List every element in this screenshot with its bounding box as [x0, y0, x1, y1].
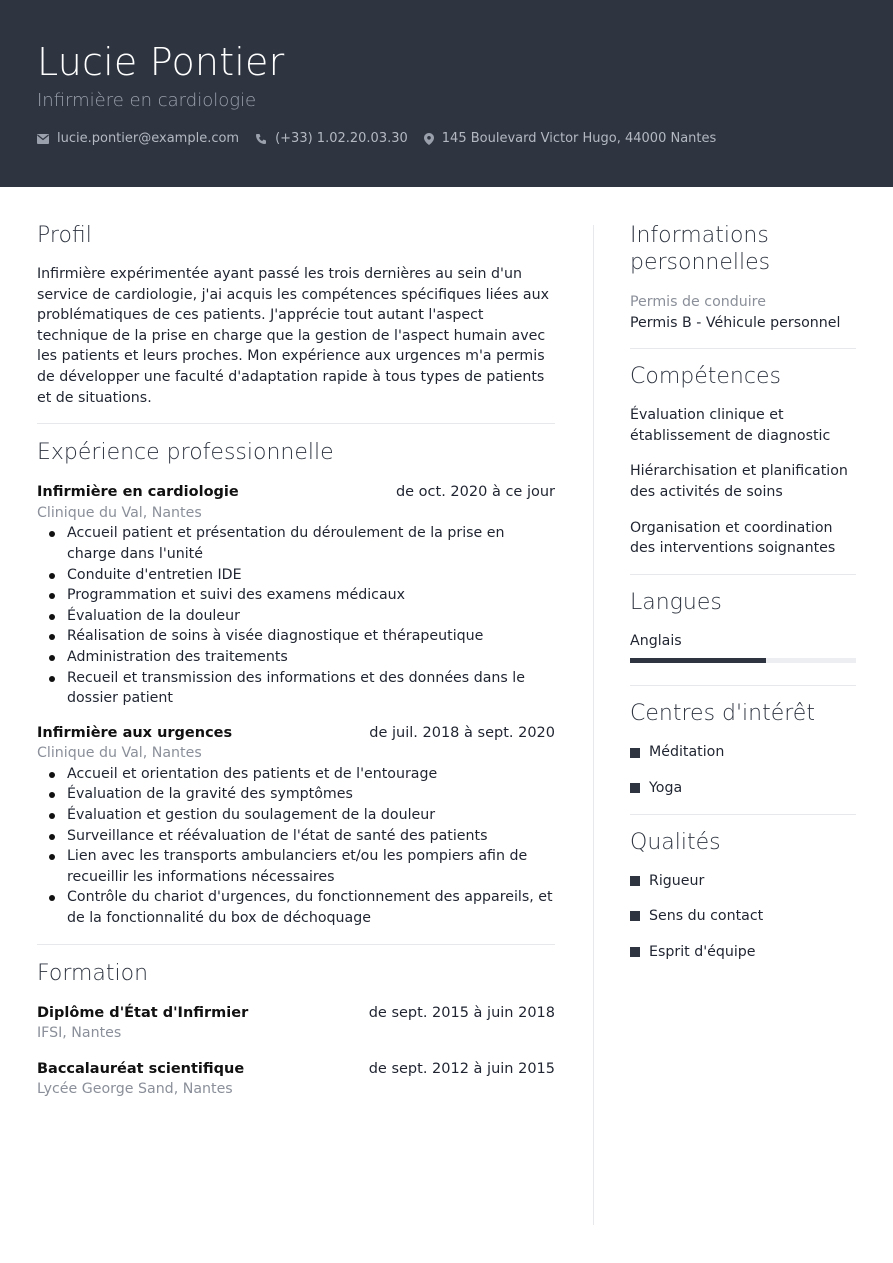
contact-bar [37, 131, 732, 146]
square-bullet-icon [630, 876, 640, 886]
school-name: IFSI, Nantes [37, 1025, 122, 1042]
skill-item: Hiérarchisation et planification des activités de soins [630, 463, 848, 500]
quality-label: Esprit d'équipe [649, 943, 756, 960]
section-divider [630, 814, 856, 815]
quality-item [630, 906, 856, 927]
personal-info-heading: Informations personnelles [630, 223, 771, 275]
job-dates: de oct. 2020 à ce jour [395, 484, 555, 501]
interest-label: Méditation [649, 744, 725, 761]
education-section [37, 960, 555, 1100]
main-column [37, 222, 555, 1100]
square-bullet-icon [630, 947, 640, 957]
profile-heading: Profil [37, 223, 92, 248]
license-label: Permis de conduire [630, 294, 766, 310]
languages-heading: Langues [630, 589, 722, 615]
degree-title: Baccalauréat scientifique [37, 1060, 245, 1077]
email-text: lucie.pontier@example.com [57, 131, 240, 146]
skill-item: Évaluation clinique et établissement de diagnostic [630, 407, 831, 444]
profile-text: Infirmière expérimentée ayant passé les trois dernières au sein d'un service de cardiologie, j'ai acquis les compétences spécifiques liées aux problématiques de ces patients. J'apprécie tout autant l'aspect technique de la prise en charge que la gestion de l'aspect humain avec les patients et leurs proches. Mon expérience aux urgences m'a permis de développer une faculté d'adaptation rapide à tous types de patients et de situations. [37, 266, 549, 406]
location-pin-icon [424, 133, 434, 145]
experience-heading: Expérience professionnelle [37, 440, 334, 466]
job-task: Administration des traitements [37, 647, 555, 668]
license-value: Permis B - Véhicule personnel [630, 314, 841, 331]
language-level-fill [630, 658, 766, 663]
degree-title: Diplôme d'État d'Infirmier [37, 1004, 249, 1021]
job-task: Réalisation de soins à visée diagnostique et thérapeutique [37, 626, 555, 647]
address-text: 145 Boulevard Victor Hugo, 44000 Nantes [441, 131, 717, 146]
section-divider [630, 685, 856, 686]
job-task: Contrôle du chariot d'urgences, du fonctionnement des appareils, et de la fonctionnalité du box de déchoquage [37, 887, 555, 928]
job-title: Infirmière aux urgences [37, 724, 233, 741]
degree-dates: de sept. 2015 à juin 2018 [368, 1004, 555, 1021]
interest-item [630, 778, 856, 799]
qualities-heading: Qualités [630, 829, 721, 855]
skills-section [630, 363, 856, 559]
skill-item: Organisation et coordination des interventions soignantes [630, 519, 836, 557]
job-task: Accueil patient et présentation du déroulement de la prise en charge dans l'unité [37, 523, 555, 564]
school-name: Lycée George Sand, Nantes [37, 1081, 233, 1098]
section-divider [630, 348, 856, 349]
skills-heading: Compétences [630, 364, 781, 390]
quality-item [630, 942, 856, 963]
header-banner [0, 0, 893, 187]
job-employer: Clinique du Val, Nantes [37, 745, 202, 762]
job-title: Infirmière en cardiologie [37, 484, 239, 501]
education-heading: Formation [37, 960, 149, 986]
job-task: Programmation et suivi des examens médicaux [37, 585, 555, 606]
profile-section [37, 222, 555, 408]
job-dates: de juil. 2018 à sept. 2020 [369, 724, 555, 741]
side-column [630, 222, 856, 962]
candidate-title: Infirmière en cardiologie [37, 90, 257, 111]
phone-text: (+33) 1.02.20.03.30 [275, 131, 408, 146]
education-entry [37, 1059, 555, 1100]
job-task: Recueil et transmission des informations et des données dans le dossier patient [37, 668, 555, 709]
candidate-name: Lucie Pontier [37, 40, 285, 84]
square-bullet-icon [630, 911, 640, 921]
column-divider [593, 225, 594, 1225]
interests-section [630, 700, 856, 798]
interests-heading: Centres d'intérêt [630, 701, 815, 727]
job-employer: Clinique du Val, Nantes [37, 504, 202, 521]
quality-item [630, 871, 856, 892]
job-task: Lien avec les transports ambulanciers et/ou les pompiers afin de recueillir les informations nécessaires [37, 846, 555, 887]
personal-info-section [630, 222, 856, 333]
square-bullet-icon [630, 748, 640, 758]
degree-dates: de sept. 2012 à juin 2015 [368, 1060, 555, 1077]
job-task: Surveillance et réévaluation de l'état de santé des patients [37, 826, 555, 847]
phone-icon [255, 133, 267, 145]
quality-label: Rigueur [649, 872, 705, 889]
languages-section [630, 589, 856, 664]
job-task: Évaluation et gestion du soulagement de la douleur [37, 805, 555, 826]
interest-label: Yoga [649, 779, 683, 796]
contact-email[interactable] [37, 131, 239, 146]
job-task: Conduite d'entretien IDE [37, 565, 555, 586]
job-entry [37, 723, 555, 929]
section-divider [37, 423, 555, 424]
language-level-bar [630, 658, 856, 663]
qualities-section [630, 829, 856, 963]
section-divider [630, 574, 856, 575]
contact-address [424, 131, 717, 146]
section-divider [37, 944, 555, 945]
square-bullet-icon [630, 783, 640, 793]
education-entry [37, 1003, 555, 1044]
mail-icon [37, 134, 49, 144]
quality-label: Sens du contact [649, 908, 764, 925]
job-task: Évaluation de la douleur [37, 606, 555, 627]
job-task-list [37, 764, 555, 929]
experience-section [37, 439, 555, 928]
job-entry [37, 482, 555, 709]
interest-item [630, 742, 856, 763]
job-task: Évaluation de la gravité des symptômes [37, 784, 555, 805]
job-task: Accueil et orientation des patients et de l'entourage [37, 764, 555, 785]
language-name: Anglais [630, 632, 682, 649]
job-task-list [37, 523, 555, 708]
contact-phone[interactable] [255, 131, 408, 146]
